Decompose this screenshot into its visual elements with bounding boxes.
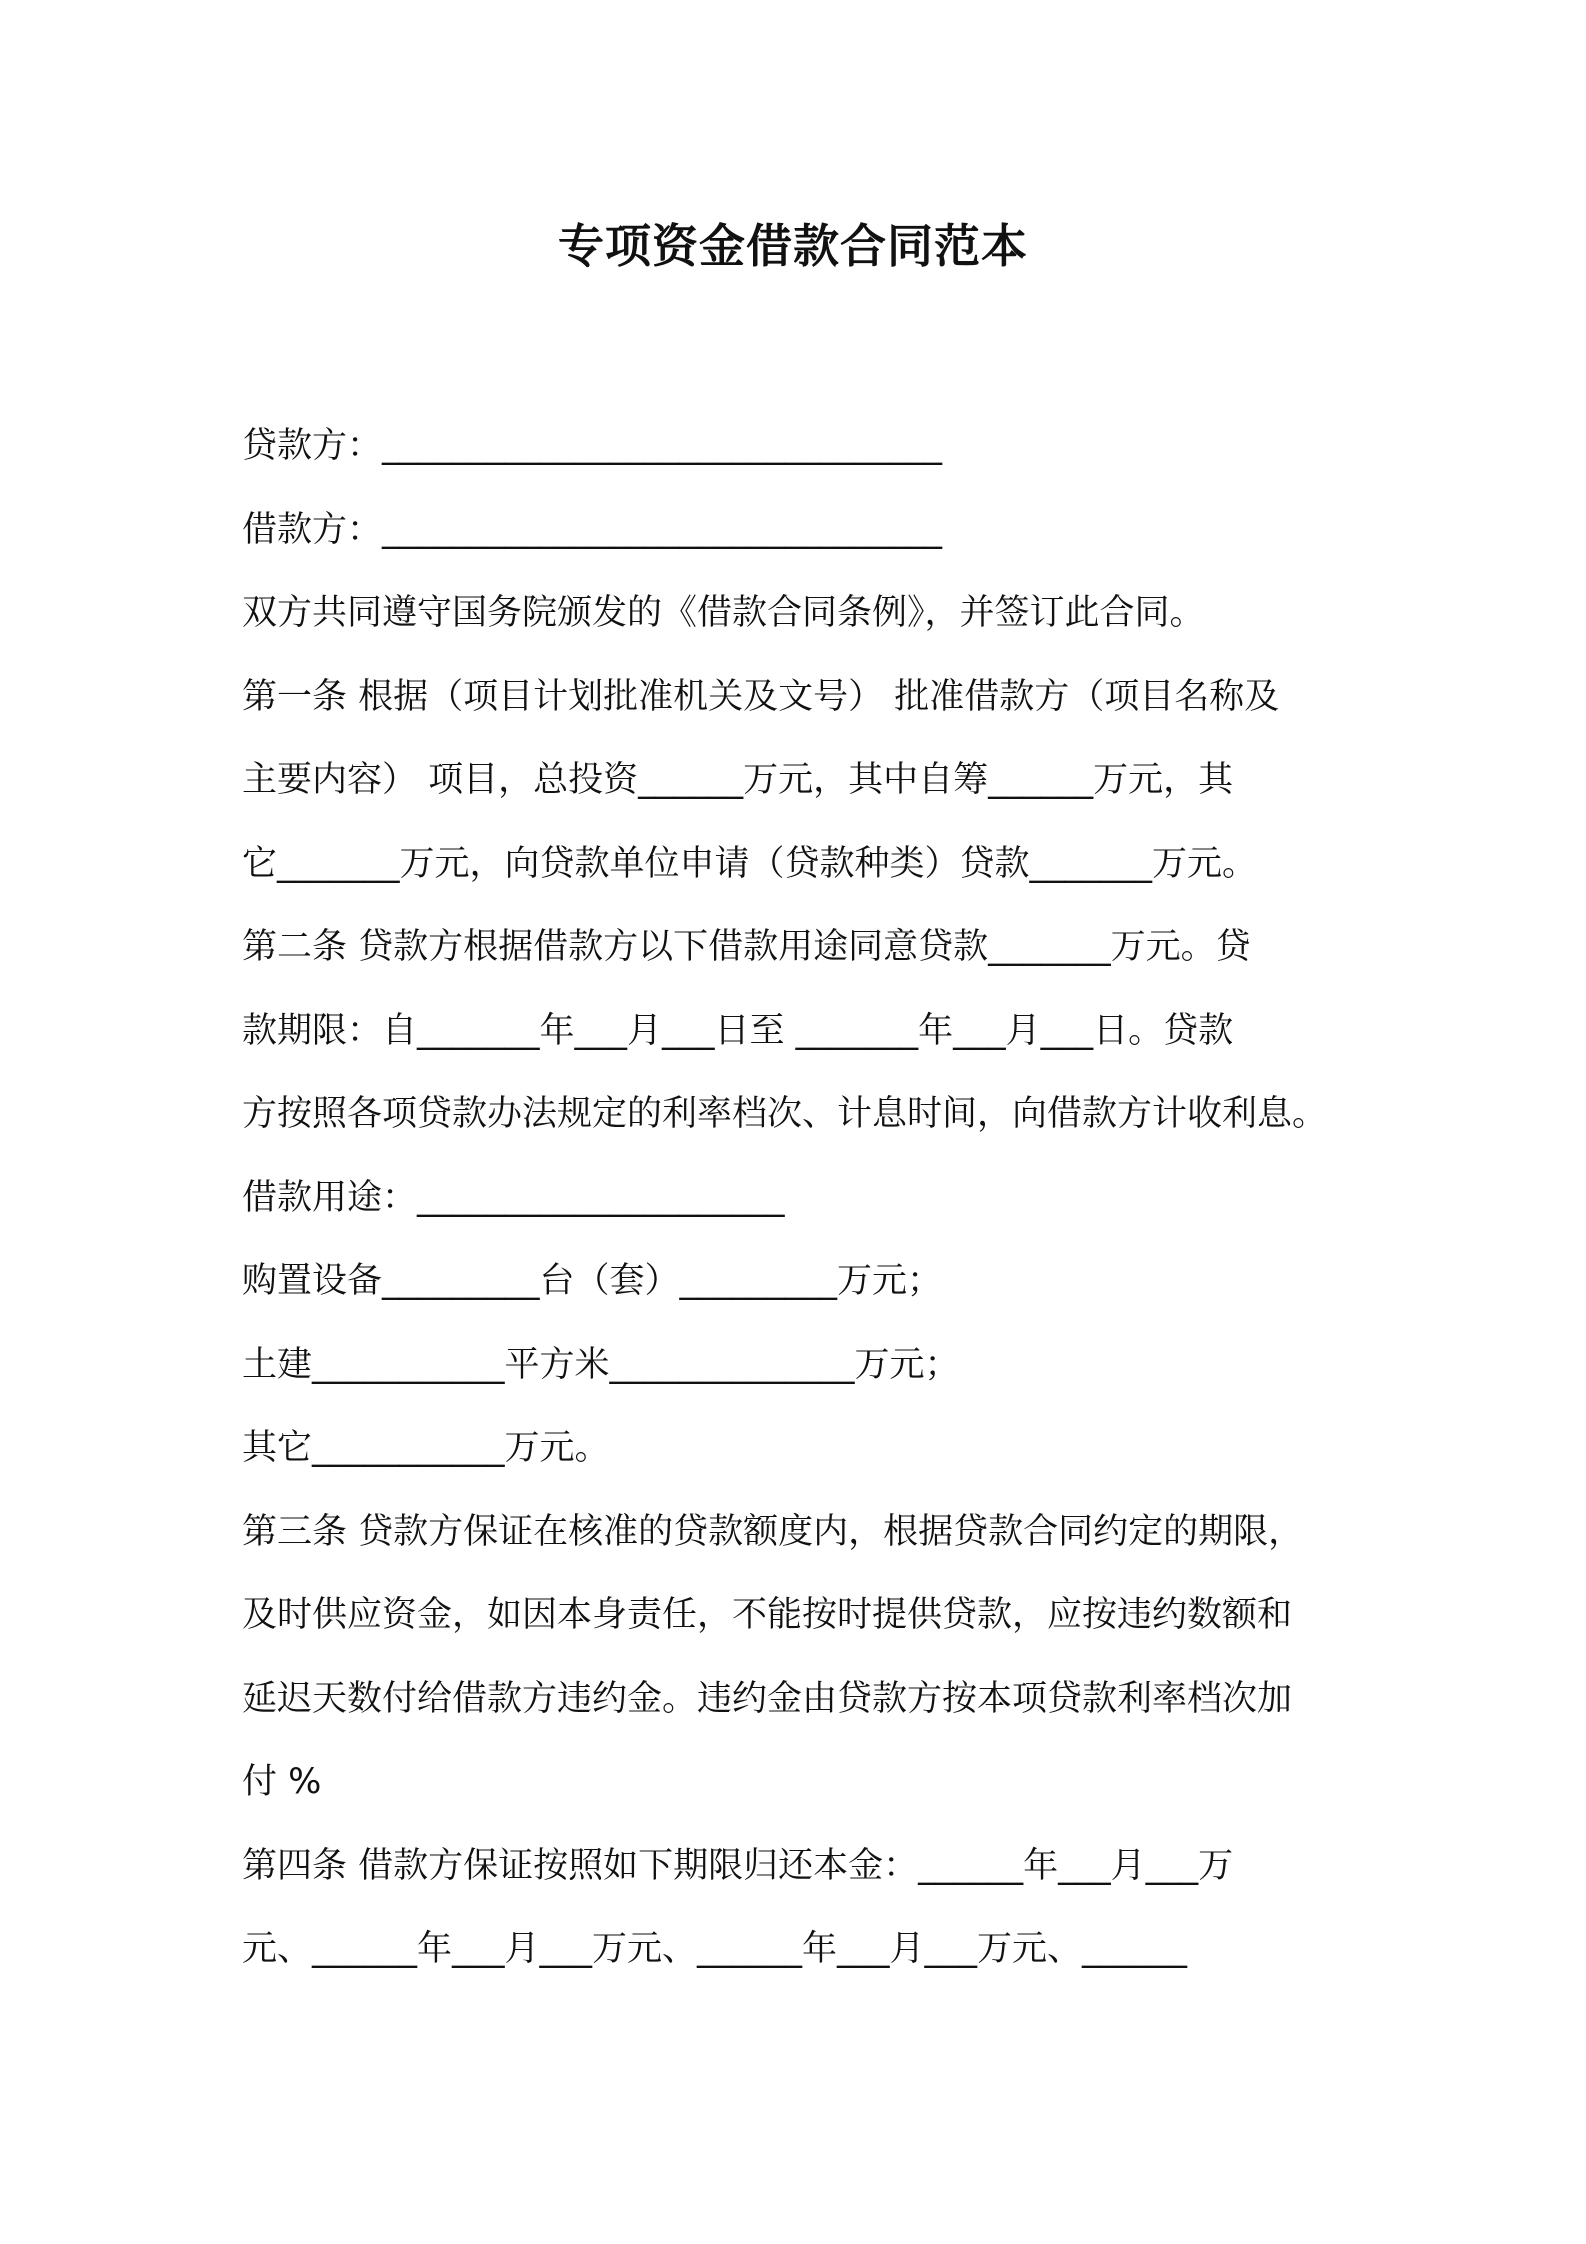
article-2-line-1: 第二条 贷款方根据借款方以下借款用途同意贷款_______万元。贷 — [242, 927, 1251, 967]
article-3-line-2: 及时供应资金，如因本身责任，不能按时提供贷款，应按违约数额和 — [242, 1595, 1293, 1635]
article-4-line-2: 元、______年___月___万元、______年___月___万元、______ — [242, 1929, 1188, 1969]
article-3-line-1: 第三条 贷款方保证在核准的贷款额度内，根据贷款合同约定的期限， — [242, 1511, 1304, 1552]
article-3-line-3: 延迟天数付给借款方违约金。违约金由贷款方按本项贷款利率档次加 — [242, 1678, 1293, 1719]
lender-line: 贷款方：________________________________ — [242, 426, 943, 466]
article-3-line-4: 付 % — [242, 1762, 322, 1802]
loan-purpose-line: 借款用途：_____________________ — [242, 1177, 785, 1218]
article-2-line-2: 款期限：自_______年___月___日至 _______年___月___日。贷款 — [242, 1010, 1234, 1051]
article-1-line-1: 第一条 根据（项目计划批准机关及文号） 批准借款方（项目名称及 — [242, 676, 1280, 717]
document-body — [242, 405, 1372, 1992]
preamble-line: 双方共同遵守国务院颁发的《借款合同条例》，并签订此合同。 — [242, 593, 1205, 633]
article-2-line-3: 方按照各项贷款办法规定的利率档次、计息时间，向借款方计收利息。 — [242, 1094, 1328, 1134]
equipment-line: 购置设备_________台（套）_________万元； — [242, 1261, 943, 1301]
construction-line: 土建___________平方米______________万元； — [242, 1344, 960, 1385]
other-line: 其它___________万元。 — [242, 1428, 610, 1468]
document-title: 专项资金借款合同范本 — [558, 219, 1028, 273]
article-1-line-2: 主要内容） 项目，总投资______万元，其中自筹______万元，其 — [242, 760, 1234, 800]
article-1-line-3: 它_______万元，向贷款单位申请（贷款种类）贷款_______万元。 — [242, 843, 1258, 884]
borrower-line: 借款方：________________________________ — [242, 509, 943, 550]
article-4-line-1: 第四条 借款方保证按照如下期限归还本金：______年___月___万 — [242, 1845, 1234, 1886]
